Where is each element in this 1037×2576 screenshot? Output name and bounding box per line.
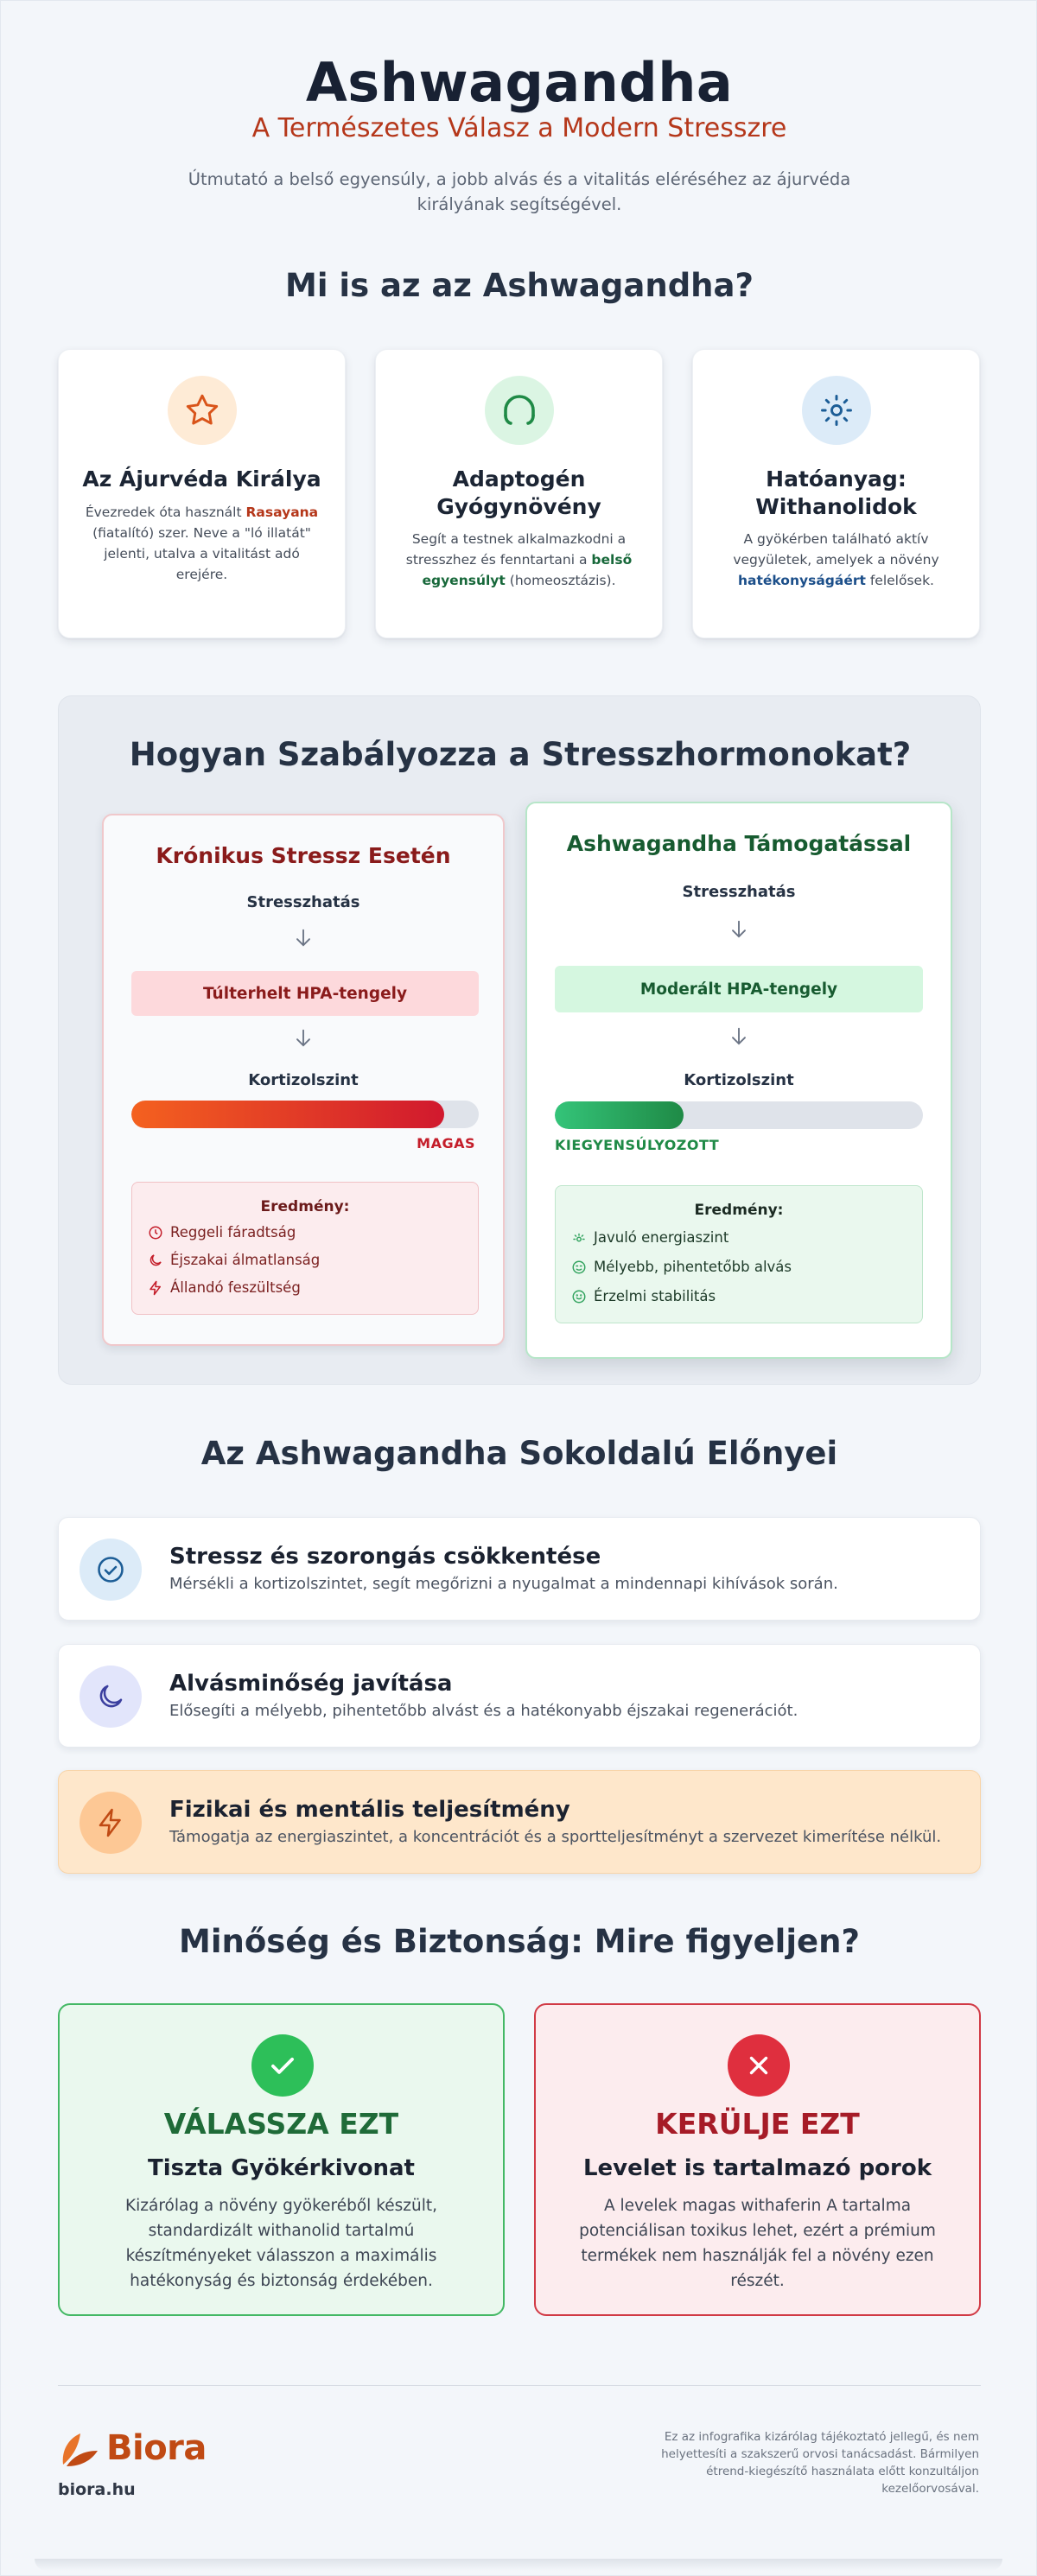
checkmark-icon <box>251 2034 314 2097</box>
lightning-icon <box>80 1792 142 1854</box>
arrow-down-icon <box>291 1026 315 1050</box>
headphones-icon <box>485 376 554 445</box>
cortisol-bar <box>555 1101 923 1129</box>
cortisol-caption: MAGAS <box>417 1135 475 1152</box>
info-card-withanolides <box>692 349 980 638</box>
moon-icon <box>148 1253 163 1268</box>
logo-text: Biora <box>106 2428 207 2468</box>
avoid-text: A levelek magas withaferin A tartalma potenciálisan toxikus lehet, ezért a prémium termékek nem használják fel a növény ezen részét. <box>579 2197 936 2290</box>
cortisol-label: Kortizolszint <box>248 1071 359 1089</box>
leaf-logo-icon <box>58 2427 101 2470</box>
info-card-ayurveda <box>58 349 346 638</box>
stress-impact-label: Stresszhatás <box>682 883 796 901</box>
result-item: Reggeli fáradtság <box>148 1224 296 1240</box>
result-item: Állandó feszültség <box>148 1279 301 1296</box>
benefit-performance <box>58 1770 981 1874</box>
stress-section <box>58 695 981 1385</box>
ashwagandha-support-panel <box>525 802 952 1359</box>
disclaimer-text: Ez az infografika kizárólag tájékoztató jellegű, és nem helyettesíti a szakszerű orvosi tanácsadást. Bármilyen étrend-kiegészítő használata előtt konzultáljon kezelőorvosával. <box>661 2430 979 2496</box>
chronic-stress-panel <box>102 814 505 1346</box>
result-box <box>555 1185 923 1323</box>
result-item: Éjszakai álmatlanság <box>148 1252 320 1268</box>
lightning-icon <box>148 1280 163 1296</box>
footer-divider <box>58 2385 981 2386</box>
benefit-title: Stressz és szorongás csökkentése <box>169 1544 601 1570</box>
hpa-axis-box: Túlterhelt HPA-tengely <box>131 971 479 1016</box>
cortisol-label: Kortizolszint <box>684 1071 794 1089</box>
what-is-title: Mi is az az Ashwagandha? <box>285 267 754 304</box>
avoid-heading: KERÜLJE EZT <box>655 2107 860 2141</box>
result-item: Mélyebb, pihentetőbb alvás <box>571 1259 792 1275</box>
choose-this-card <box>58 2003 505 2316</box>
card-title: Adaptogén Gyógynövény <box>436 466 601 519</box>
molecule-icon <box>802 376 871 445</box>
benefits-title: Az Ashwagandha Sokoldalú Előnyei <box>200 1435 838 1472</box>
benefit-title: Fizikai és mentális teljesítmény <box>169 1797 570 1823</box>
stress-impact-label: Stresszhatás <box>246 893 360 911</box>
page-shadow <box>35 2559 1002 2571</box>
intro-text: Útmutató a belső egyensúly, a jobb alvás és a vitalitás eléréséhez az ájurvéda királyának segítségével. <box>188 169 851 214</box>
page-title: Ashwagandha <box>305 51 734 114</box>
result-title: Eredmény: <box>260 1198 350 1215</box>
close-icon <box>728 2034 790 2097</box>
cortisol-bar-fill <box>555 1101 684 1129</box>
result-box <box>131 1182 479 1315</box>
check-circle-icon <box>80 1539 142 1601</box>
highlight-balance: belső egyensúlyt <box>422 552 633 588</box>
stress-section-title: Hogyan Szabályozza a Stresszhormonokat? <box>129 736 912 773</box>
card-title: Hatóanyag: Withanolidok <box>755 466 917 519</box>
choose-subtitle: Tiszta Gyökérkivonat <box>148 2155 415 2181</box>
card-title: Az Ájurvéda Királya <box>82 466 321 492</box>
biora-logo[interactable] <box>58 2427 207 2470</box>
benefit-text: Támogatja az energiaszintet, a koncentrációt és a sportteljesítményt a szervezet kimerítése nélkül. <box>169 1828 942 1846</box>
cortisol-bar-fill <box>131 1101 444 1128</box>
result-item: Érzelmi stabilitás <box>571 1288 716 1304</box>
benefit-text: Mérsékli a kortizolszintet, segít megőrizni a nyugalmat a mindennapi kihívások során. <box>169 1575 838 1593</box>
result-title: Eredmény: <box>694 1202 784 1219</box>
cortisol-bar <box>131 1101 479 1128</box>
cortisol-caption: KIEGYENSÚLYOZOTT <box>555 1137 720 1153</box>
avoid-subtitle: Levelet is tartalmazó porok <box>582 2155 932 2181</box>
smile-icon <box>571 1289 587 1304</box>
benefit-text: Elősegíti a mélyebb, pihentetőbb alvást és a hatékonyabb éjszakai regenerációt. <box>169 1702 798 1720</box>
highlight-efficacy: hatékonyságáért <box>738 573 866 588</box>
benefit-sleep <box>58 1644 981 1748</box>
quality-title: Minőség és Biztonság: Mire figyeljen? <box>179 1923 860 1960</box>
clock-icon <box>148 1225 163 1240</box>
info-card-adaptogen <box>375 349 663 638</box>
benefit-title: Alvásminőség javítása <box>169 1671 453 1697</box>
arrow-down-icon <box>291 926 315 950</box>
choose-text: Kizárólag a növény gyökeréből készült, standardizált withanolid tartalmú készítményeket válasszon a maximális hatékonyság és biztonság érdekében. <box>125 2197 437 2290</box>
avoid-this-card <box>534 2003 981 2316</box>
benefit-stress <box>58 1517 981 1621</box>
sun-icon <box>571 1230 587 1246</box>
panel-title: Ashwagandha Támogatással <box>566 831 912 856</box>
card-text: Évezredek óta használt Rasayana (fiatalító) szer. Neve a "ló illatát" jelenti, utalva a vitalitást adó erejére. <box>85 504 319 582</box>
highlight-rasayana: Rasayana <box>245 504 319 520</box>
card-text: A gyökérben található aktív vegyületek, amelyek a növény hatékonyságáért felelősek. <box>733 531 939 588</box>
star-icon <box>168 376 237 445</box>
arrow-down-icon <box>727 917 751 942</box>
panel-title: Krónikus Stressz Esetén <box>156 843 451 868</box>
sleep-icon <box>571 1259 587 1275</box>
card-text: Segít a testnek alkalmazkodni a stresszhez és fenntartani a belső egyensúlyt (homeosztázis). <box>405 531 633 588</box>
hpa-axis-box: Moderált HPA-tengely <box>555 966 923 1012</box>
website-link[interactable]: biora.hu <box>58 2480 136 2499</box>
moon-icon <box>80 1666 142 1728</box>
page-subtitle: A Természetes Válasz a Modern Stresszre <box>251 113 787 143</box>
choose-heading: VÁLASSZA EZT <box>163 2107 399 2141</box>
arrow-down-icon <box>727 1025 751 1049</box>
result-item: Javuló energiaszint <box>571 1229 728 1246</box>
